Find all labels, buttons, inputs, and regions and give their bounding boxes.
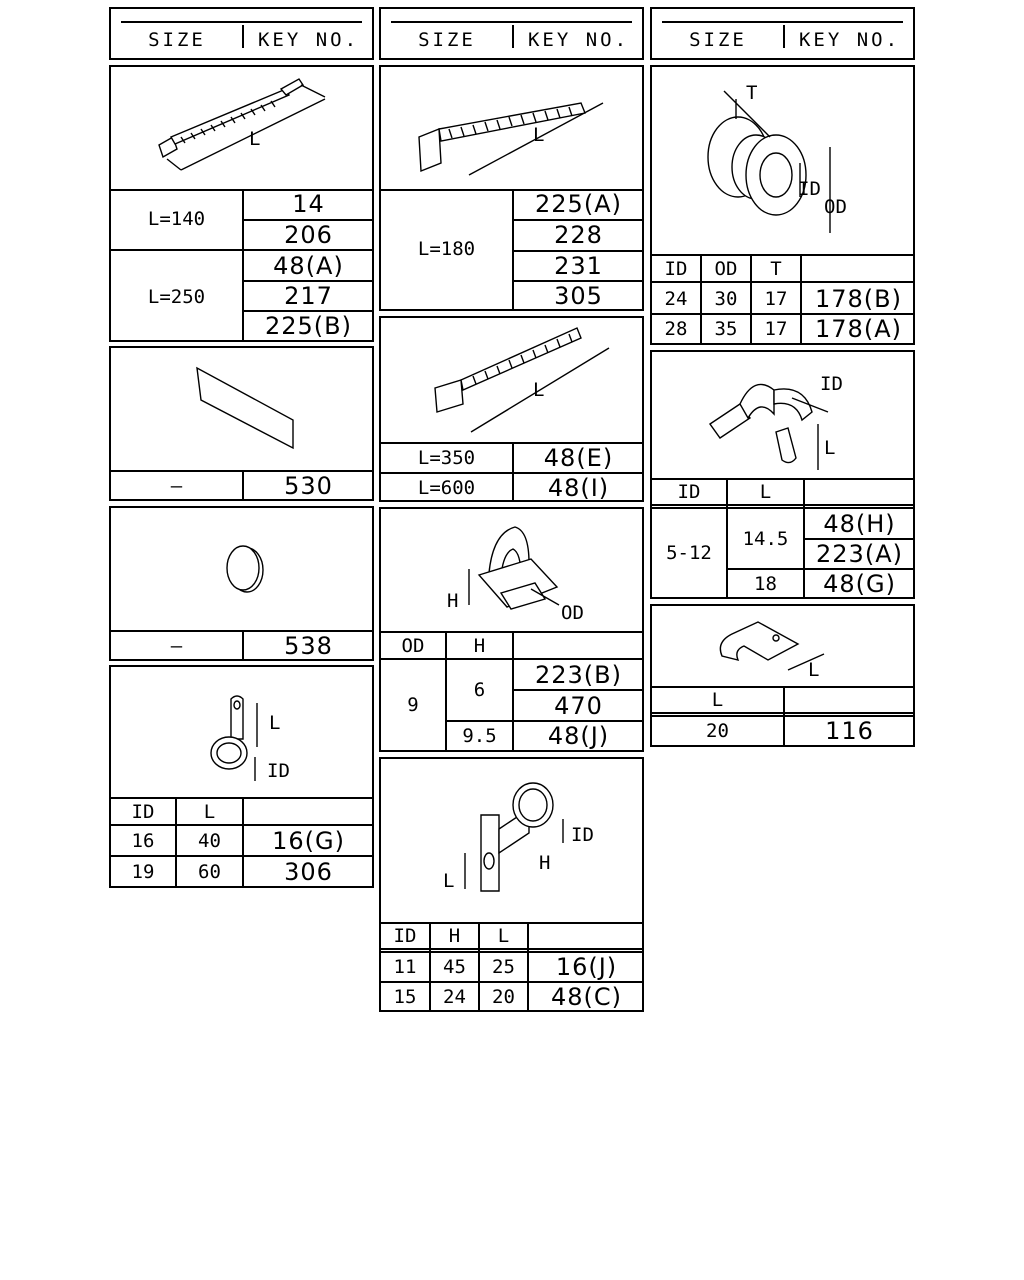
grommet-icon (708, 91, 830, 233)
part-hook (650, 604, 915, 747)
size-cell: L=180 (417, 238, 476, 260)
key-header: KEY NO. (257, 29, 360, 51)
part-loop-clip (109, 665, 374, 888)
id-cell: 24 (664, 287, 688, 310)
key-header: KEY NO. (798, 29, 901, 51)
dim-label-id: ID (571, 824, 594, 846)
size-header: SIZE (418, 29, 476, 51)
key-cell[interactable]: 217 (284, 282, 333, 310)
part-pipe-holder (379, 507, 644, 752)
key-cell[interactable]: 178(B) (815, 284, 902, 313)
key-cell[interactable]: 48(H) (823, 509, 896, 538)
l-cell: 20 (492, 985, 515, 1008)
loop-clip-icon (211, 696, 257, 781)
cable-tie-icon (159, 79, 325, 170)
col-header: OD (714, 257, 738, 280)
bracket-clip-drawing (381, 759, 642, 924)
header-rule (391, 21, 632, 23)
part-grommet (650, 65, 915, 345)
dim-label-od: OD (824, 196, 847, 218)
id-cell: 5-12 (666, 542, 712, 564)
id-cell: 16 (131, 830, 155, 852)
h-cell: 6 (473, 679, 486, 701)
od-cell: 30 (714, 287, 738, 310)
col-header: ID (393, 925, 417, 947)
dim-label-id: ID (267, 760, 290, 782)
dim-label-id: ID (820, 373, 843, 395)
l-cell: 14.5 (742, 527, 789, 550)
header-rule (662, 21, 903, 23)
plug-drawing (111, 508, 372, 632)
col-header: OD (401, 634, 425, 657)
col-header: L (497, 925, 510, 947)
loop-clip-drawing (111, 667, 372, 799)
key-cell[interactable]: 223(A) (816, 540, 903, 568)
od-cell: 35 (714, 318, 738, 340)
key-cell[interactable]: 48(I) (547, 473, 610, 502)
dim-label-l: L (824, 437, 836, 459)
t-cell: 17 (764, 318, 788, 340)
tape-icon (197, 368, 293, 448)
dim-label-h: H (539, 852, 551, 874)
key-cell[interactable]: 305 (554, 281, 603, 310)
key-cell[interactable]: 206 (284, 221, 333, 249)
col-header: ID (677, 481, 701, 503)
col-header: ID (131, 800, 155, 823)
header-rule (121, 21, 362, 23)
key-header: KEY NO. (527, 29, 630, 51)
key-cell[interactable]: 530 (284, 471, 333, 500)
pipe-holder-icon (469, 527, 559, 609)
key-cell[interactable]: 228 (554, 221, 603, 249)
l-cell: 60 (198, 860, 221, 883)
tape-drawing (111, 348, 372, 472)
id-cell: 28 (664, 318, 688, 340)
dim-label-l: L (269, 712, 281, 734)
t-cell: 17 (764, 287, 788, 310)
key-cell[interactable]: 178(A) (815, 315, 902, 343)
key-cell[interactable]: 16(G) (272, 827, 345, 855)
dim-label-l: L (808, 659, 820, 681)
header-col2 (379, 7, 644, 60)
dim-label-od: OD (561, 602, 584, 624)
h-cell: 45 (443, 956, 466, 978)
cable-tie-drawing (381, 67, 642, 191)
size-cell: L=140 (147, 208, 206, 230)
size-cell: L=250 (147, 285, 206, 308)
size-header: SIZE (148, 29, 206, 51)
size-cell: L=350 (417, 447, 476, 469)
size-cell: — (170, 474, 183, 497)
cable-tie-long-drawing (381, 318, 642, 444)
col-header: L (203, 800, 216, 823)
key-cell[interactable]: 16(J) (555, 953, 618, 981)
dim-label-t: T (746, 82, 758, 104)
key-cell[interactable]: 538 (284, 631, 333, 660)
h-cell: 24 (443, 985, 466, 1008)
id-cell: 15 (393, 985, 417, 1008)
key-cell[interactable]: 231 (554, 252, 603, 280)
key-cell[interactable]: 48(A) (273, 252, 344, 280)
h-cell: 9.5 (462, 725, 497, 747)
part-tape (109, 346, 374, 501)
l-cell: 18 (754, 572, 777, 595)
l-cell: 20 (706, 720, 729, 742)
key-cell[interactable]: 223(B) (535, 660, 622, 689)
size-cell: — (170, 634, 183, 657)
hook-drawing (652, 606, 913, 688)
key-cell[interactable]: 48(C) (550, 982, 623, 1011)
key-cell[interactable]: 225(A) (535, 190, 622, 218)
key-cell[interactable]: 48(G) (823, 569, 896, 598)
hose-clamp-drawing (652, 352, 913, 480)
dim-label-id: ID (798, 178, 821, 200)
dim-label-l: L (249, 128, 261, 150)
part-cable-tie-short (109, 65, 374, 342)
header-col3 (650, 7, 915, 60)
dim-label-l: L (533, 379, 545, 401)
col-header: L (759, 481, 772, 503)
part-hose-clamp (650, 350, 915, 599)
l-cell: 25 (492, 956, 515, 978)
col-header: H (448, 925, 461, 947)
key-cell[interactable]: 470 (554, 691, 603, 720)
part-cable-tie-long (379, 316, 644, 502)
col-header: ID (664, 257, 688, 280)
part-cable-tie-180 (379, 65, 644, 311)
cable-tie-icon (419, 103, 603, 175)
od-cell: 9 (407, 694, 419, 716)
key-cell[interactable]: 14 (292, 190, 325, 218)
pipe-holder-drawing (381, 509, 642, 633)
key-cell[interactable]: 306 (284, 857, 333, 886)
size-header: SIZE (689, 29, 747, 51)
key-cell[interactable]: 116 (825, 717, 874, 745)
dim-label-h: H (447, 590, 459, 612)
key-cell[interactable]: 48(J) (547, 722, 610, 750)
dim-label-l: L (443, 870, 455, 892)
key-cell[interactable]: 48(E) (543, 444, 614, 472)
id-cell: 19 (131, 860, 155, 883)
bracket-clip-icon (465, 783, 563, 891)
header-col1 (109, 7, 374, 60)
l-cell: 40 (198, 830, 221, 852)
col-header: H (473, 634, 486, 657)
cable-tie-icon (435, 328, 609, 432)
size-cell: L=600 (417, 476, 476, 499)
hose-clamp-icon (710, 384, 828, 470)
id-cell: 11 (393, 956, 417, 978)
key-cell[interactable]: 225(B) (265, 312, 352, 340)
plug-icon (227, 546, 263, 592)
cable-tie-drawing (111, 67, 372, 191)
col-header: L (711, 689, 724, 711)
col-header: T (770, 257, 782, 280)
part-plug (109, 506, 374, 661)
part-bracket-clip (379, 757, 644, 1012)
dim-label-l: L (533, 124, 545, 146)
grommet-drawing (652, 67, 913, 256)
